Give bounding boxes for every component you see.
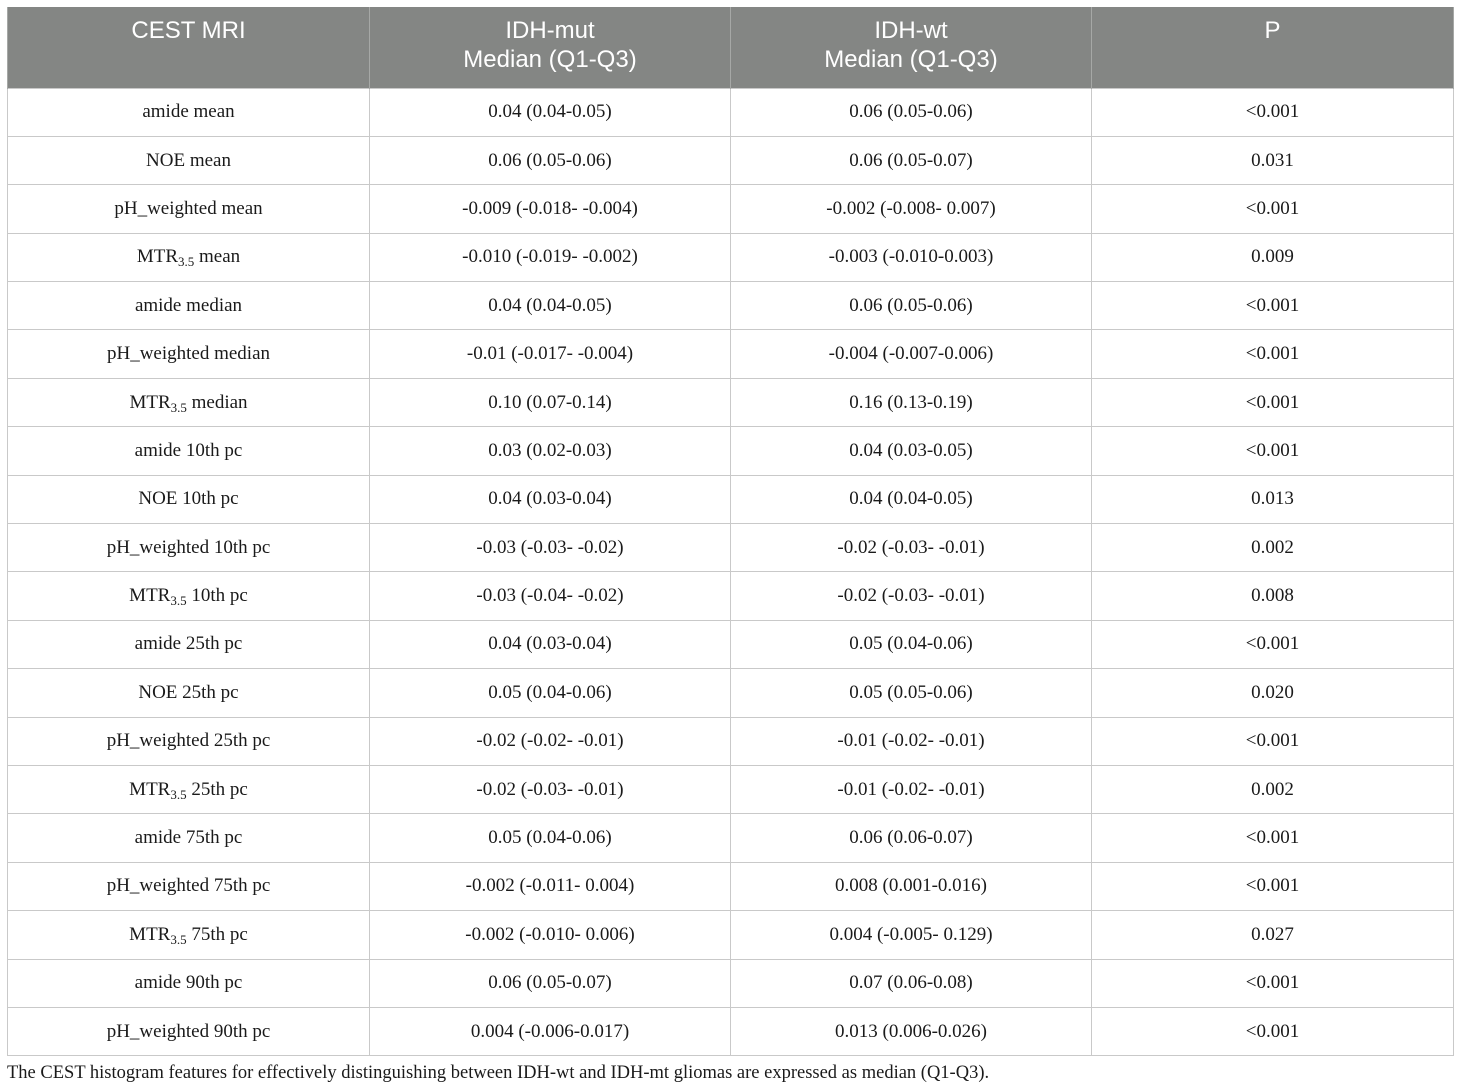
header-row [8, 7, 1454, 88]
feature-cell [8, 330, 370, 378]
feature-cell [8, 427, 370, 475]
feature-cell [8, 862, 370, 910]
feature-cell [8, 765, 370, 813]
feature-cell [8, 475, 370, 523]
table-row [8, 233, 1454, 281]
idh-mut-cell: -0.01 (-0.017- -0.004) [370, 330, 731, 378]
table-row [8, 911, 1454, 959]
table-row [8, 862, 1454, 910]
p-value-cell: <0.001 [1092, 282, 1454, 330]
feature-name: pH_weighted 25th pc [106, 730, 271, 752]
feature-name: pH_weighted median [106, 343, 271, 365]
idh-wt-cell: 0.16 (0.13-0.19) [731, 378, 1092, 426]
feature-subscript: 3.5 [170, 931, 187, 947]
p-value-cell: 0.013 [1092, 475, 1454, 523]
idh-mut-cell: 0.04 (0.04-0.05) [370, 282, 731, 330]
feature-cell [8, 233, 370, 281]
feature-cell [8, 88, 370, 136]
idh-mut-cell: 0.05 (0.04-0.06) [370, 814, 731, 862]
p-value-cell: <0.001 [1092, 620, 1454, 668]
header-idh-mut [370, 7, 731, 88]
table-row [8, 427, 1454, 475]
table-row [8, 88, 1454, 136]
table-row [8, 330, 1454, 378]
feature-cell [8, 814, 370, 862]
feature-name: MTR [129, 778, 171, 800]
idh-wt-cell: 0.05 (0.05-0.06) [731, 669, 1092, 717]
feature-name: MTR [136, 246, 179, 268]
header-sublabel: Median (Q1-Q3) [463, 46, 637, 73]
p-value-cell: <0.001 [1092, 814, 1454, 862]
idh-mut-cell: 0.03 (0.02-0.03) [370, 427, 731, 475]
idh-wt-cell: -0.01 (-0.02- -0.01) [731, 765, 1092, 813]
idh-mut-cell: -0.002 (-0.010- 0.006) [370, 911, 731, 959]
idh-mut-cell: -0.02 (-0.03- -0.01) [370, 765, 731, 813]
idh-wt-cell: 0.06 (0.06-0.07) [731, 814, 1092, 862]
p-value-cell: <0.001 [1092, 1007, 1454, 1055]
feature-subscript: 3.5 [178, 254, 195, 270]
idh-wt-cell: 0.06 (0.05-0.06) [731, 282, 1092, 330]
feature-cell [8, 717, 370, 765]
idh-wt-cell: -0.003 (-0.010-0.003) [731, 233, 1092, 281]
p-value-cell: 0.009 [1092, 233, 1454, 281]
p-value-cell: <0.001 [1092, 717, 1454, 765]
idh-wt-cell: -0.02 (-0.03- -0.01) [731, 524, 1092, 572]
feature-name: amide 75th pc [134, 827, 243, 849]
table-row [8, 620, 1454, 668]
feature-cell [8, 136, 370, 184]
table-row [8, 282, 1454, 330]
cest-features-table [7, 7, 1454, 1056]
p-value-cell: <0.001 [1092, 378, 1454, 426]
feature-name: NOE mean [146, 149, 231, 171]
feature-name-tail: median [186, 391, 248, 413]
idh-wt-cell: 0.013 (0.006-0.026) [731, 1007, 1092, 1055]
p-value-cell: <0.001 [1092, 185, 1454, 233]
idh-wt-cell: 0.07 (0.06-0.08) [731, 959, 1092, 1007]
header-cest-mri [8, 7, 370, 88]
feature-subscript: 3.5 [170, 786, 187, 802]
table-row [8, 669, 1454, 717]
idh-mut-cell: 0.004 (-0.006-0.017) [370, 1007, 731, 1055]
idh-mut-cell: -0.010 (-0.019- -0.002) [370, 233, 731, 281]
table-row [8, 717, 1454, 765]
feature-cell [8, 524, 370, 572]
p-value-cell: 0.002 [1092, 524, 1454, 572]
idh-wt-cell: -0.004 (-0.007-0.006) [731, 330, 1092, 378]
idh-wt-cell: 0.04 (0.03-0.05) [731, 427, 1092, 475]
feature-name: pH_weighted 75th pc [106, 875, 271, 897]
header-label: P [1264, 17, 1281, 44]
idh-wt-cell: 0.04 (0.04-0.05) [731, 475, 1092, 523]
table-body [8, 88, 1454, 1056]
idh-mut-cell: -0.03 (-0.04- -0.02) [370, 572, 731, 620]
table-row [8, 136, 1454, 184]
header-sublabel: Median (Q1-Q3) [824, 46, 998, 73]
idh-mut-cell: 0.06 (0.05-0.07) [370, 959, 731, 1007]
feature-name: MTR [129, 585, 171, 607]
idh-mut-cell: 0.10 (0.07-0.14) [370, 378, 731, 426]
feature-subscript: 3.5 [170, 399, 187, 415]
idh-mut-cell: 0.06 (0.05-0.06) [370, 136, 731, 184]
feature-cell [8, 911, 370, 959]
idh-mut-cell: -0.03 (-0.03- -0.02) [370, 524, 731, 572]
table-row [8, 475, 1454, 523]
header-label: CEST MRI [131, 17, 246, 44]
table-footnote: The CEST histogram features for effectively distinguishing between IDH-wt and IDH-mt gliomas are expressed as median (Q1-Q3). [7, 1063, 990, 1083]
feature-name: amide median [134, 294, 243, 316]
results-table-container [7, 7, 1453, 1056]
feature-cell [8, 959, 370, 1007]
header-idh-wt [731, 7, 1092, 88]
table-row [8, 185, 1454, 233]
feature-name: pH_weighted mean [114, 197, 263, 219]
feature-name: MTR [129, 923, 171, 945]
idh-wt-cell: 0.06 (0.05-0.06) [731, 88, 1092, 136]
idh-mut-cell: 0.04 (0.04-0.05) [370, 88, 731, 136]
idh-wt-cell: 0.05 (0.04-0.06) [731, 620, 1092, 668]
p-value-cell: 0.008 [1092, 572, 1454, 620]
table-row [8, 814, 1454, 862]
p-value-cell: 0.027 [1092, 911, 1454, 959]
p-value-cell: <0.001 [1092, 959, 1454, 1007]
feature-cell [8, 572, 370, 620]
idh-wt-cell: -0.002 (-0.008- 0.007) [731, 185, 1092, 233]
feature-cell [8, 185, 370, 233]
idh-wt-cell: 0.06 (0.05-0.07) [731, 136, 1092, 184]
feature-cell [8, 282, 370, 330]
table-row [8, 524, 1454, 572]
idh-mut-cell: 0.05 (0.04-0.06) [370, 669, 731, 717]
idh-mut-cell: 0.04 (0.03-0.04) [370, 475, 731, 523]
idh-mut-cell: 0.04 (0.03-0.04) [370, 620, 731, 668]
header-label: IDH-wt [874, 17, 948, 44]
feature-cell [8, 669, 370, 717]
feature-cell [8, 378, 370, 426]
table-row [8, 378, 1454, 426]
feature-name: pH_weighted 90th pc [106, 1020, 271, 1042]
idh-mut-cell: -0.009 (-0.018- -0.004) [370, 185, 731, 233]
table-row [8, 572, 1454, 620]
feature-cell [8, 620, 370, 668]
idh-wt-cell: 0.004 (-0.005- 0.129) [731, 911, 1092, 959]
idh-mut-cell: -0.02 (-0.02- -0.01) [370, 717, 731, 765]
table-row [8, 1007, 1454, 1055]
header-p-value [1092, 7, 1454, 88]
p-value-cell: <0.001 [1092, 427, 1454, 475]
p-value-cell: <0.001 [1092, 330, 1454, 378]
feature-name: MTR [129, 391, 171, 413]
feature-name: NOE 25th pc [138, 681, 239, 703]
idh-wt-cell: -0.01 (-0.02- -0.01) [731, 717, 1092, 765]
idh-mut-cell: -0.002 (-0.011- 0.004) [370, 862, 731, 910]
feature-subscript: 3.5 [170, 593, 187, 609]
feature-name-tail: 10th pc [186, 585, 248, 607]
p-value-cell: 0.020 [1092, 669, 1454, 717]
table-row [8, 959, 1454, 1007]
feature-name-tail: 75th pc [186, 923, 248, 945]
feature-name: amide 90th pc [134, 972, 243, 994]
feature-name: amide mean [142, 101, 235, 123]
feature-cell [8, 1007, 370, 1055]
feature-name: pH_weighted 10th pc [106, 536, 271, 558]
feature-name: amide 25th pc [134, 633, 243, 655]
feature-name: amide 10th pc [134, 439, 243, 461]
feature-name-tail: mean [194, 246, 241, 268]
table-row [8, 765, 1454, 813]
header-label: IDH-mut [505, 17, 595, 44]
feature-name: NOE 10th pc [138, 488, 239, 510]
p-value-cell: 0.002 [1092, 765, 1454, 813]
p-value-cell: <0.001 [1092, 862, 1454, 910]
table-header [8, 7, 1454, 88]
idh-wt-cell: 0.008 (0.001-0.016) [731, 862, 1092, 910]
p-value-cell: 0.031 [1092, 136, 1454, 184]
feature-name-tail: 25th pc [186, 778, 248, 800]
idh-wt-cell: -0.02 (-0.03- -0.01) [731, 572, 1092, 620]
p-value-cell: <0.001 [1092, 88, 1454, 136]
